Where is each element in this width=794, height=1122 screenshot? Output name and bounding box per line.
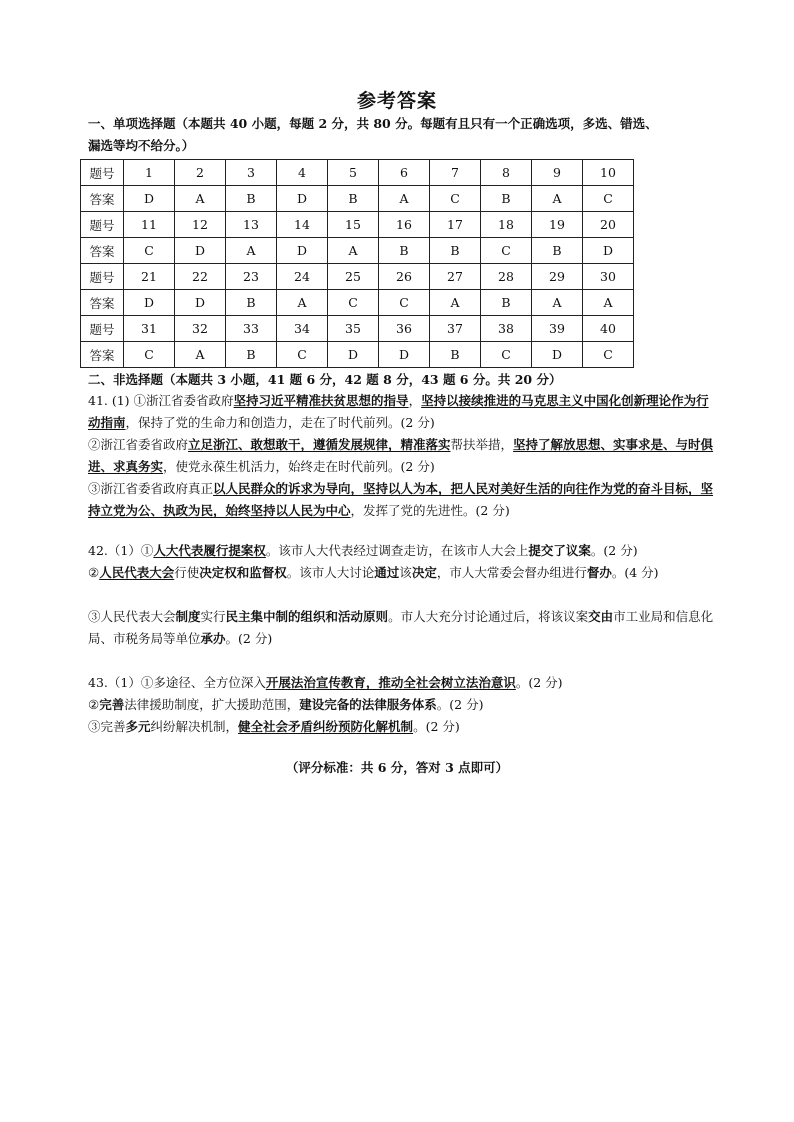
question-number-cell: 27: [430, 264, 481, 290]
number-row: [81, 264, 634, 290]
answer-cell: C: [583, 186, 634, 212]
q41-point3: ③浙江省委省政府真正以人民群众的诉求为导向，坚持以人为本，把人民对美好生活的向往作为党的奋斗目标，坚持立党为公、执政为民，始终坚持以人民为中心，发挥了党的先进性。(2 分): [88, 481, 714, 518]
question-number-cell: 35: [328, 316, 379, 342]
number-row: [81, 212, 634, 238]
question-number-cell: 32: [175, 316, 226, 342]
answer-row: [81, 342, 634, 368]
q43-point3: ③完善多元纠纷解决机制，健全社会矛盾纠纷预防化解机制。(2 分): [88, 719, 460, 734]
q43-point2: ②完善法律援助制度，扩大援助范围，建设完备的法律服务体系。(2 分): [88, 697, 484, 712]
answer-label: 答案: [81, 186, 124, 212]
section1-line1: 一、单项选择题（本题共 40 小题，每题 2 分，共 80 分。每题有且只有一个正确选项，多选、错选、: [88, 116, 658, 131]
question-number-cell: 29: [532, 264, 583, 290]
answer-label: 答案: [81, 238, 124, 264]
q43-point1: 43.（1）①多途径、全方位深入开展法治宣传教育，推动全社会树立法治意识。(2 分): [88, 675, 563, 690]
answer-cell: B: [226, 342, 277, 368]
answer-cell: D: [379, 342, 430, 368]
answer-cell: A: [430, 290, 481, 316]
answer-cell: D: [277, 186, 328, 212]
question-number-cell: 15: [328, 212, 379, 238]
q41-point2: ②浙江省委省政府立足浙江、敢想敢干，遵循发展规律，精准落实帮扶举措，坚持了解放思想、实事求是、与时俱进、求真务实，使党永葆生机活力，始终走在时代前列。(2 分): [88, 437, 714, 474]
question-number-cell: 7: [430, 160, 481, 186]
answer-cell: B: [226, 186, 277, 212]
question-number-cell: 9: [532, 160, 583, 186]
answer-cell: A: [175, 342, 226, 368]
question-number-cell: 23: [226, 264, 277, 290]
answer-cell: C: [481, 238, 532, 264]
number-row: [81, 316, 634, 342]
answer-cell: C: [430, 186, 481, 212]
answer-row: [81, 290, 634, 316]
answer-cell: A: [532, 290, 583, 316]
answer-cell: C: [481, 342, 532, 368]
answer-cell: A: [175, 186, 226, 212]
answer-table: [80, 159, 634, 368]
answer-cell: D: [532, 342, 583, 368]
question-number-cell: 11: [124, 212, 175, 238]
question-number-cell: 26: [379, 264, 430, 290]
answer-cell: B: [481, 290, 532, 316]
answer-cell: D: [124, 186, 175, 212]
answer-cell: C: [379, 290, 430, 316]
question-number-cell: 33: [226, 316, 277, 342]
answer-cell: A: [277, 290, 328, 316]
answer-cell: B: [430, 342, 481, 368]
question-number-cell: 25: [328, 264, 379, 290]
question-number-cell: 3: [226, 160, 277, 186]
question-number-cell: 40: [583, 316, 634, 342]
question-number-cell: 18: [481, 212, 532, 238]
answer-cell: B: [481, 186, 532, 212]
question-number-cell: 16: [379, 212, 430, 238]
question-number-cell: 39: [532, 316, 583, 342]
answer-cell: A: [226, 238, 277, 264]
section1-line2: 漏选等均不给分。）: [88, 138, 195, 153]
question-number-cell: 36: [379, 316, 430, 342]
question-number-cell: 31: [124, 316, 175, 342]
question-number-cell: 10: [583, 160, 634, 186]
question-number-cell: 1: [124, 160, 175, 186]
page-title: 参考答案: [356, 90, 437, 112]
question-number-cell: 28: [481, 264, 532, 290]
answer-cell: D: [175, 290, 226, 316]
question-number-cell: 37: [430, 316, 481, 342]
question-number-label: 题号: [81, 212, 124, 238]
answer-cell: C: [328, 290, 379, 316]
answer-cell: A: [379, 186, 430, 212]
q41-point1: 41. (1) ①浙江省委省政府坚持习近平精准扶贫思想的指导，坚持以接续推进的马克思主义中国化创新理论作为行动指南，保持了党的生命力和创造力，走在了时代前列。(2 分): [88, 393, 709, 430]
q42-point1: 42.（1）①人大代表履行提案权。该市人大代表经过调查走访，在该市人大会上提交了议案。(2 分): [88, 543, 638, 558]
answer-cell: D: [124, 290, 175, 316]
question-number-cell: 4: [277, 160, 328, 186]
answer-table-body: [81, 160, 634, 368]
question-number-cell: 19: [532, 212, 583, 238]
answer-cell: B: [532, 238, 583, 264]
answer-cell: A: [583, 290, 634, 316]
question-number-cell: 13: [226, 212, 277, 238]
answer-cell: B: [328, 186, 379, 212]
question-number-cell: 6: [379, 160, 430, 186]
answer-cell: A: [532, 186, 583, 212]
answer-cell: D: [583, 238, 634, 264]
question-number-cell: 5: [328, 160, 379, 186]
answer-cell: D: [175, 238, 226, 264]
question-number-label: 题号: [81, 160, 124, 186]
answer-cell: A: [328, 238, 379, 264]
answer-cell: C: [124, 238, 175, 264]
scoring-note: （评分标准：共 6 分，答对 3 点即可）: [285, 760, 509, 775]
section2-heading: 二、非选择题（本题共 3 小题，41 题 6 分，42 题 8 分，43 题 6 分。共 20 分）: [88, 372, 562, 387]
question-number-cell: 17: [430, 212, 481, 238]
q42-point3: ③人民代表大会制度实行民主集中制的组织和活动原则。市人大充分讨论通过后，将该议案交由市工业局和信息化局、市税务局等单位承办。(2 分): [88, 609, 714, 646]
question-number-cell: 14: [277, 212, 328, 238]
question-number-cell: 24: [277, 264, 328, 290]
question-number-cell: 22: [175, 264, 226, 290]
answer-row: [81, 186, 634, 212]
answer-cell: C: [124, 342, 175, 368]
answer-label: 答案: [81, 290, 124, 316]
question-number-cell: 2: [175, 160, 226, 186]
answer-cell: C: [277, 342, 328, 368]
answer-label: 答案: [81, 342, 124, 368]
question-number-cell: 38: [481, 316, 532, 342]
question-number-cell: 30: [583, 264, 634, 290]
answer-cell: B: [430, 238, 481, 264]
section1-heading: [88, 113, 728, 157]
answer-cell: B: [379, 238, 430, 264]
question-number-label: 题号: [81, 264, 124, 290]
answer-cell: B: [226, 290, 277, 316]
question-number-label: 题号: [81, 316, 124, 342]
answer-cell: D: [328, 342, 379, 368]
answer-cell: C: [583, 342, 634, 368]
question-number-cell: 12: [175, 212, 226, 238]
question-number-cell: 34: [277, 316, 328, 342]
answer-cell: D: [277, 238, 328, 264]
q42-point2: ②人民代表大会行使决定权和监督权。该市人大讨论通过该决定，市人大常委会督办组进行督办。(4 分): [88, 565, 659, 580]
question-number-cell: 20: [583, 212, 634, 238]
number-row: [81, 160, 634, 186]
answer-row: [81, 238, 634, 264]
question-number-cell: 8: [481, 160, 532, 186]
question-number-cell: 21: [124, 264, 175, 290]
